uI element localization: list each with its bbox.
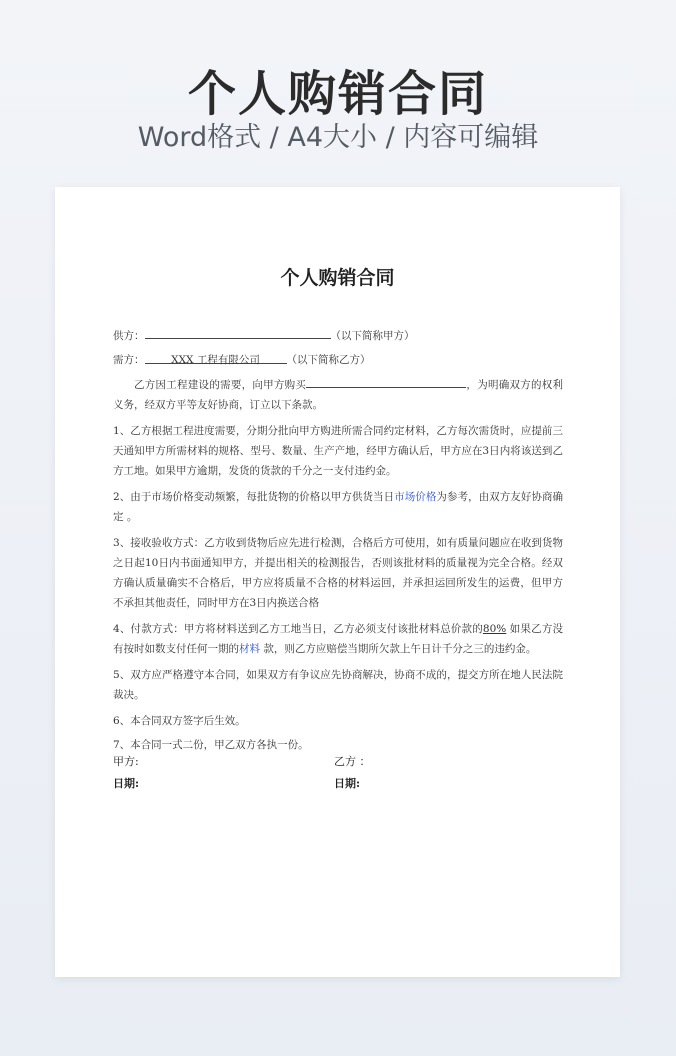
clause-1: 1、乙方根据工程进度需要，分期分批向甲方购进所需合同约定材料，乙方每次需货时，应提前三天通知甲方所需材料的规格、型号、数量、生产产地，经甲方确认后，甲方应在3日内将该送到乙方工地。如果甲方逾期，发货的货款的千分之一支付违约金。 [113,425,563,477]
market-price-link[interactable]: 市场价格 [394,491,437,503]
clause-6: 6、本合同双方签字后生效。 [113,715,246,727]
supplier-blank[interactable] [145,325,331,339]
supplier-suffix: （以下简称甲方） [330,330,415,342]
clause-4 [113,619,563,659]
supplier-line [113,325,563,346]
buyer-line [113,350,563,370]
clause-3: 3、接收验收方式：乙方收到货物后应先进行检测，合格后方可使用，如有质量问题应在收到货物之日起10日内书面通知甲方，并提出相关的检测报告，否则该批材料的质量视为完全合格。经双方确认质量确实不合格后，甲方应将质量不合格的材料运回，并承担运回所发生的运费，但甲方不承担其他责任，同时甲方在3日内换送合格 [113,537,563,609]
clause-7: 7、本合同一式二份，甲乙双方各执一份。 [113,739,309,751]
document-title: 个人购销合同 [280,267,395,289]
payment-percent: 80% [482,623,507,635]
intro-paragraph [113,374,563,415]
buyer-label: 需方： [113,354,145,366]
clause-4-text-b: 如果乙方没有按时如数支付任何一期的 [113,623,563,655]
supplier-label: 供方： [113,330,145,342]
document-body [113,325,563,755]
clause-2-text-a: 2、由于市场价格变动频繁，每批货物的价格以甲方供货当日 [113,491,395,503]
material-link[interactable]: 材料 [239,643,260,655]
buyer-suffix: （以下简称乙方） [286,354,371,366]
hero-subtitle: Word格式 / A4大小 / 内容可编辑 [137,122,539,153]
clause-2 [113,487,563,527]
party-b-label: 乙方 ： [334,755,371,768]
clause-4-text-c: 款，则乙方应赔偿当期所欠款上午日计千分之三的违约金。 [260,643,537,655]
hero-title: 个人购销合同 [187,66,488,122]
document-page [55,187,620,977]
clause-2-text-b: 为参考，由双方友好协商确定 。 [113,491,564,523]
date-b-label: 日期: [334,777,361,790]
party-a-label: 甲方: [113,755,139,768]
clause-5: 5、双方应严格遵守本合同，如果双方有争议应先协商解决，协商不成的，提交方所在地人民法院裁决。 [113,669,563,701]
date-a-label: 日期: [113,777,140,790]
intro-text-b: ，为明确双方的权利义务，经双方平等友好协商，订立以下条款。 [113,379,564,411]
clause-4-text-a: 4、付款方式：甲方将材料送到乙方工地当日，乙方必须支付该批材料总价款的 [113,623,483,635]
buyer-name[interactable]: XXX 工程有限公司 [145,350,287,364]
intro-text-a: 乙方因工程建设的需要，向甲方购买 [134,379,307,391]
purchase-item-blank[interactable] [306,374,466,388]
